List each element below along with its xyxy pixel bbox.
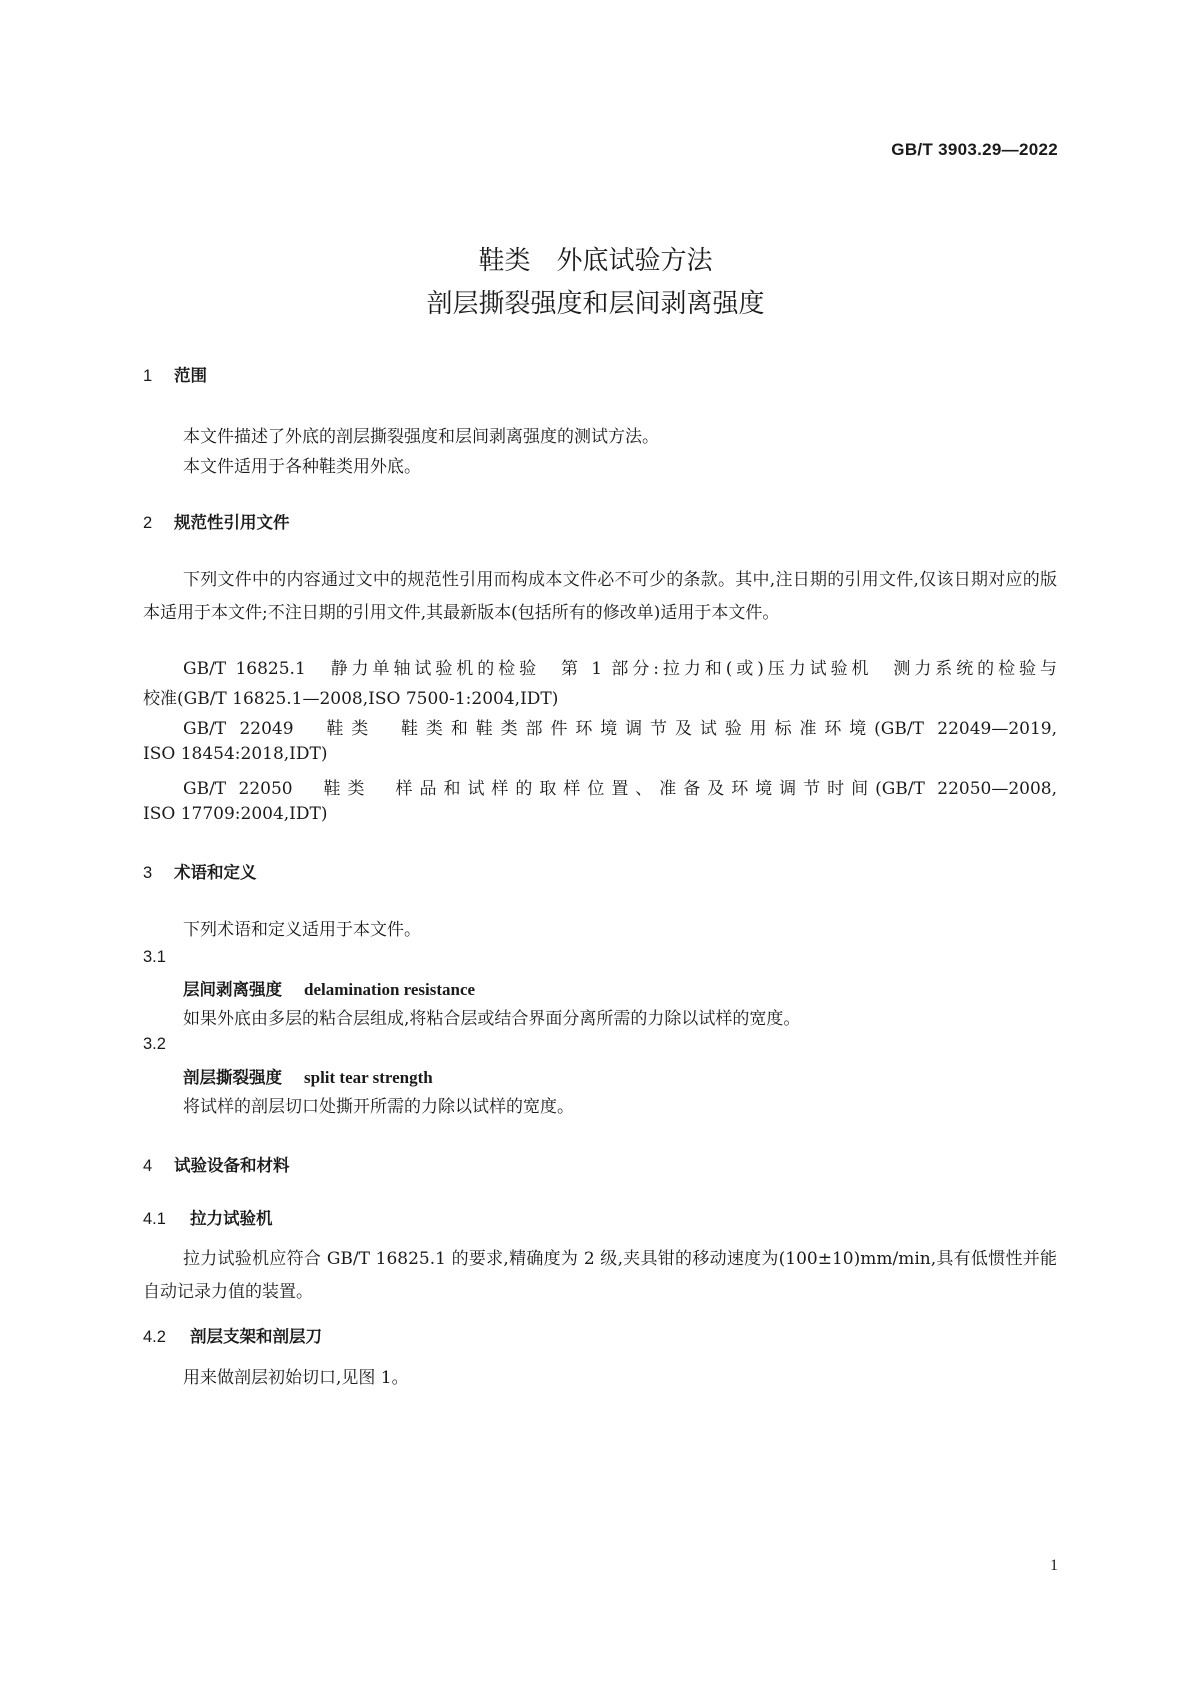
section-1-paragraph-2: 本文件适用于各种鞋类用外底。 [183, 457, 421, 477]
section-number: 1 [143, 367, 153, 385]
subsection-4-1-heading [143, 1205, 273, 1229]
term-2-chinese: 剖层撕裂强度 [183, 1068, 282, 1087]
subsection-title: 拉力试验机 [190, 1209, 273, 1228]
term-2-number: 3.2 [143, 1035, 166, 1053]
section-2-intro [143, 564, 1057, 630]
section-title: 试验设备和材料 [174, 1156, 290, 1175]
paragraph-text: 拉力试验机应符合 GB/T 16825.1 的要求,精确度为 2 级,夹具钳的移动速度为(100±10)mm/min,具有低惯性并能自动记录力值的装置。 [143, 1249, 1057, 1302]
reference-2-line-1: GB/T 22049 鞋类 鞋类和鞋类部件环境调节及试验用标准环境(GB/T 22049—2019, [183, 719, 1057, 739]
subsection-number: 4.2 [143, 1328, 166, 1346]
section-title: 规范性引用文件 [174, 513, 290, 532]
term-1-number: 3.1 [143, 948, 166, 966]
section-number: 2 [143, 514, 153, 532]
term-1-english: delamination resistance [304, 980, 476, 999]
section-4-heading [143, 1152, 290, 1176]
term-2-english: split tear strength [304, 1068, 433, 1087]
intro-text: 下列文件中的内容通过文中的规范性引用而构成本文件必不可少的条款。其中,注日期的引用文件,仅该日期对应的版本适用于本文件;不注日期的引用文件,其最新版本(包括所有的修改单)适用于本文件。 [143, 570, 1057, 623]
reference-1-line-2: 校准(GB/T 16825.1—2008,ISO 7500-1:2004,IDT) [143, 689, 559, 709]
subsection-4-2-heading [143, 1323, 322, 1347]
subsection-4-2-text: 用来做剖层初始切口,见图 1。 [183, 1368, 409, 1388]
section-3-intro: 下列术语和定义适用于本文件。 [183, 920, 421, 940]
section-number: 4 [143, 1157, 153, 1175]
term-1-chinese: 层间剥离强度 [183, 980, 282, 999]
section-2-heading [143, 509, 290, 533]
standard-number: GB/T 3903.29—2022 [891, 140, 1058, 159]
subsection-4-1-text [143, 1243, 1057, 1309]
reference-3-line-1: GB/T 22050 鞋类 样品和试样的取样位置、准备及环境调节时间(GB/T 22050—2008, [183, 779, 1057, 799]
term-2 [183, 1064, 433, 1088]
subsection-title: 剖层支架和剖层刀 [190, 1327, 322, 1346]
section-title: 范围 [174, 366, 207, 385]
title-line-2: 剖层撕裂强度和层间剥离强度 [426, 289, 765, 319]
section-3-heading [143, 859, 257, 883]
section-1-heading [143, 362, 207, 386]
section-1-paragraph-1: 本文件描述了外底的剖层撕裂强度和层间剥离强度的测试方法。 [183, 427, 659, 447]
reference-3-line-2: ISO 17709:2004,IDT) [143, 804, 328, 824]
term-1-definition: 如果外底由多层的粘合层组成,将粘合层或结合界面分离所需的力除以试样的宽度。 [183, 1009, 801, 1029]
section-title: 术语和定义 [174, 863, 257, 882]
term-2-definition: 将试样的剖层切口处撕开所需的力除以试样的宽度。 [183, 1097, 574, 1117]
document-title [0, 240, 1191, 326]
reference-1-line-1: GB/T 16825.1 静力单轴试验机的检验 第 1 部分:拉力和(或)压力试验机 测力系统的检验与 [183, 659, 1057, 679]
section-number: 3 [143, 864, 153, 882]
term-1 [183, 976, 475, 1000]
subsection-number: 4.1 [143, 1210, 166, 1228]
reference-2-line-2: ISO 18454:2018,IDT) [143, 744, 328, 764]
title-line-1: 鞋类 外底试验方法 [478, 246, 713, 276]
page-number: 1 [1050, 1557, 1058, 1574]
